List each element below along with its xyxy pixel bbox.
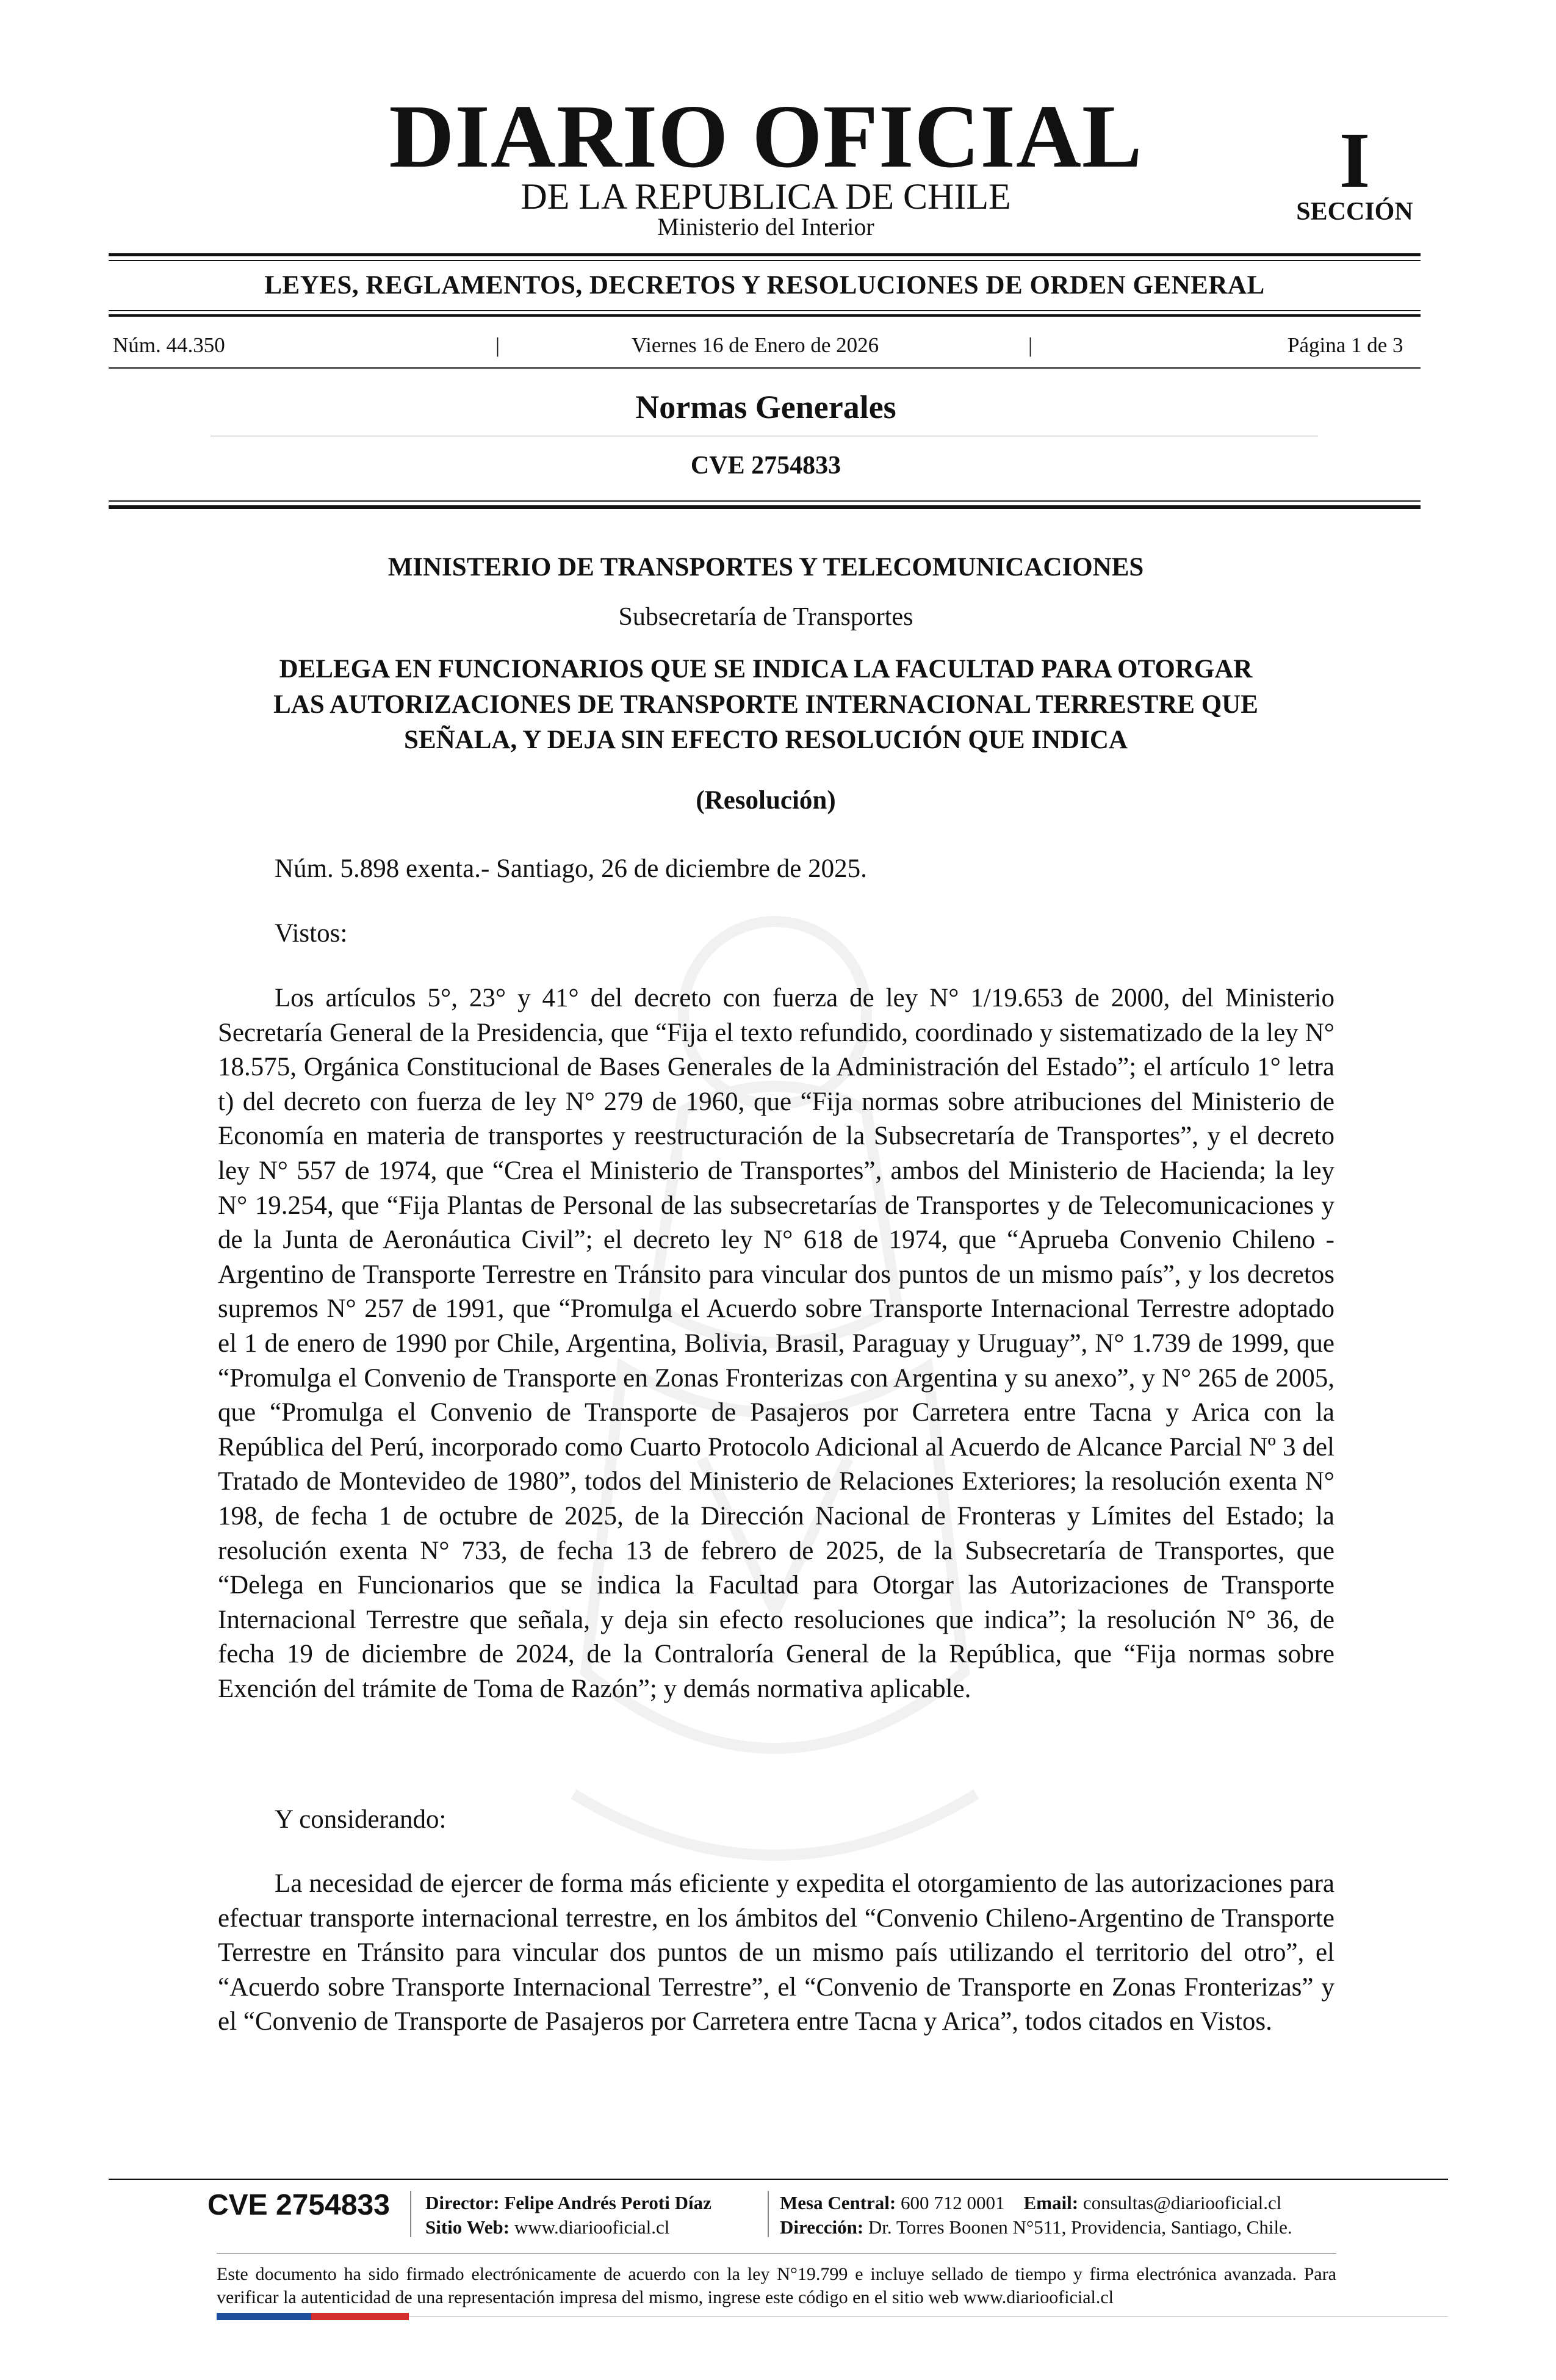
- director-name: Felipe Andrés Peroti Díaz: [504, 2192, 711, 2213]
- document-title-line: DELEGA EN FUNCIONARIOS QUE SE INDICA LA FACULTAD PARA OTORGAR: [279, 655, 1253, 683]
- laws-rule-thin: [109, 310, 1421, 311]
- page-indicator: Página 1 de 3: [1288, 333, 1403, 357]
- director-label: Director:: [425, 2192, 500, 2213]
- email-label: Email:: [1023, 2192, 1079, 2213]
- central-phone: 600 712 0001: [901, 2192, 1005, 2213]
- central-label: Mesa Central:: [780, 2192, 896, 2213]
- vistos-paragraph: Los artículos 5°, 23° y 41° del decreto con fuerza de ley N° 1/19.653 de 2000, del Ministerio Secretaría General de la Presidencia, que “Fija el texto refundido, coordinado y sistematizado de la ley N° 18.575, Orgánica Constitucional de Bases Generales de la Administración del Estado”; el artículo 1° letra t) del decreto con fuerza de ley N° 279 de 1960, que “Fija normas sobre atribuciones del Ministerio de Economía en materia de transportes y reestructuración de la Subsecretaría de Transportes”, y el decreto ley N° 557 de 1974, que “Crea el Ministerio de Transportes”, ambos del Ministerio de Hacienda; la ley N° 19.254, que “Fija Plantas de Personal de las subsecretarías de Transportes y de Telecomunicaciones y de la Junta de Aeronáutica Civil”; el decreto ley N° 618 de 1974, que “Aprueba Convenio Chileno - Argentino de Transporte Terrestre en Tránsito para vincular dos puntos de un mismo país”, y los decretos supremos N° 257 de 1991, que “Promulga el Acuerdo sobre Transporte Internacional Terrestre adoptado el 1 de enero de 1990 por Chile, Argentina, Bolivia, Brasil, Paraguay y Uruguay”, N° 1.739 de 1999, que “Promulga el Convenio de Transporte en Zonas Fronterizas con Argentina y su anexo”, y N° 265 de 2005, que “Promulga el Convenio de Transporte de Pasajeros por Carretera entre Tacna y Arica con la República del Perú, incorporado como Cuarto Protocolo Adicional al Acuerdo de Alcance Parcial Nº 3 del Tratado de Montevideo de 1980”, todos del Ministerio de Relaciones Exteriores; la resolución exenta N° 198, de fecha 1 de octubre de 2025, de la Dirección Nacional de Fronteras y Límites del Estado; la resolución exenta N° 733, de fecha 13 de febrero de 2025, de la Subsecretaría de Transportes, que “Delega en Funcionarios que se indica la Facultad para Otorgar las Autorizaciones de Transporte Internacional Terrestre que señala, y deja sin efecto resoluciones que indica”; la resolución N° 36, de fecha 19 de diciembre de 2024, de la Contraloría General de la República, que “Fija normas sobre Exención del trámite de Toma de Razón”; y demás normativa aplicable.: [218, 984, 1334, 1703]
- footer-rule-bottom: [409, 2316, 1448, 2317]
- considerando-heading: Y considerando:: [275, 1805, 447, 1834]
- masthead-rule-thick: [109, 253, 1421, 256]
- footer-contact-block: [780, 2191, 1292, 2240]
- issue-number: Núm. 44.350: [113, 333, 225, 357]
- document-title: [226, 652, 1306, 758]
- footer-cve-code: CVE 2754833: [207, 2189, 390, 2221]
- address-value: Dr. Torres Boonen N°511, Providencia, Santiago, Chile.: [868, 2216, 1292, 2238]
- document-title-line: LAS AUTORIZACIONES DE TRANSPORTE INTERNACIONAL TERRESTRE QUE: [273, 690, 1258, 719]
- footer-divider: [768, 2191, 769, 2237]
- footer-web-line: [425, 2215, 711, 2240]
- issue-separator: |: [1028, 333, 1033, 357]
- footer-director-line: [425, 2191, 711, 2215]
- footer-rule-middle: [217, 2253, 1336, 2254]
- flag-stripe-blue: [217, 2313, 311, 2320]
- footer-director-block: [425, 2191, 711, 2240]
- web-label: Sitio Web:: [425, 2216, 510, 2238]
- document-type: (Resolución): [696, 786, 836, 815]
- document-ministry: MINISTERIO DE TRANSPORTES Y TELECOMUNICACIONES: [387, 553, 1144, 582]
- footer-legal-note: Este documento ha sido firmado electrónicamente de acuerdo con la ley N°19.799 e incluye sellado de tiempo y firma electrónica avanzada. Para verificar la autenticidad de una representación impresa del mismo, ingrese este código en el sitio web www.diariooficial.cl: [217, 2264, 1336, 2307]
- email-link[interactable]: consultas@diariooficial.cl: [1082, 2192, 1282, 2213]
- flag-stripe-red: [311, 2313, 409, 2320]
- category-title: Normas Generales: [635, 389, 896, 425]
- info-rule: [109, 367, 1421, 369]
- footer-rule-top: [109, 2179, 1448, 2180]
- address-label: Dirección:: [780, 2216, 864, 2238]
- header-rule-thick: [109, 505, 1421, 509]
- masthead-ministry: Ministerio del Interior: [657, 213, 874, 240]
- masthead-subtitle: DE LA REPUBLICA DE CHILE: [520, 176, 1011, 217]
- laws-rule-thick: [109, 314, 1421, 317]
- footer-contact-line: [780, 2191, 1292, 2215]
- considerando-paragraph: La necesidad de ejercer de forma más eficiente y expedita el otorgamiento de las autorizaciones para efectuar transporte internacional terrestre, en los ámbitos del “Convenio Chileno-Argentino de Transporte Terrestre en Tránsito para vincular dos puntos de un mismo país utilizando el territorio del otro”, el “Acuerdo sobre Transporte Internacional Terrestre”, el “Convenio de Transporte en Zonas Fronterizas” y el “Convenio de Transporte de Pasajeros por Carretera entre Tacna y Arica”, todos citados en Vistos.: [218, 1869, 1334, 2036]
- vistos-heading: Vistos:: [275, 919, 348, 948]
- web-link[interactable]: www.diariooficial.cl: [514, 2216, 670, 2238]
- header-rule-thin: [109, 500, 1421, 502]
- footer-divider: [410, 2191, 411, 2237]
- resolution-number-line: Núm. 5.898 exenta.- Santiago, 26 de diciembre de 2025.: [275, 854, 867, 883]
- footer-address-line: [780, 2215, 1292, 2240]
- masthead-rule-thin: [109, 260, 1421, 261]
- document-title-line: SEÑALA, Y DEJA SIN EFECTO RESOLUCIÓN QUE INDICA: [404, 726, 1128, 754]
- cve-code: CVE 2754833: [690, 452, 841, 480]
- issue-date: Viernes 16 de Enero de 2026: [632, 333, 879, 357]
- masthead-title: DIARIO OFICIAL: [389, 87, 1143, 187]
- section-number: I: [1339, 117, 1371, 204]
- document-subsecretaria: Subsecretaría de Transportes: [618, 603, 913, 631]
- section-label: SECCIÓN: [1296, 198, 1413, 226]
- laws-header: LEYES, REGLAMENTOS, DECRETOS Y RESOLUCIONES DE ORDEN GENERAL: [264, 271, 1265, 300]
- issue-separator: |: [495, 333, 500, 357]
